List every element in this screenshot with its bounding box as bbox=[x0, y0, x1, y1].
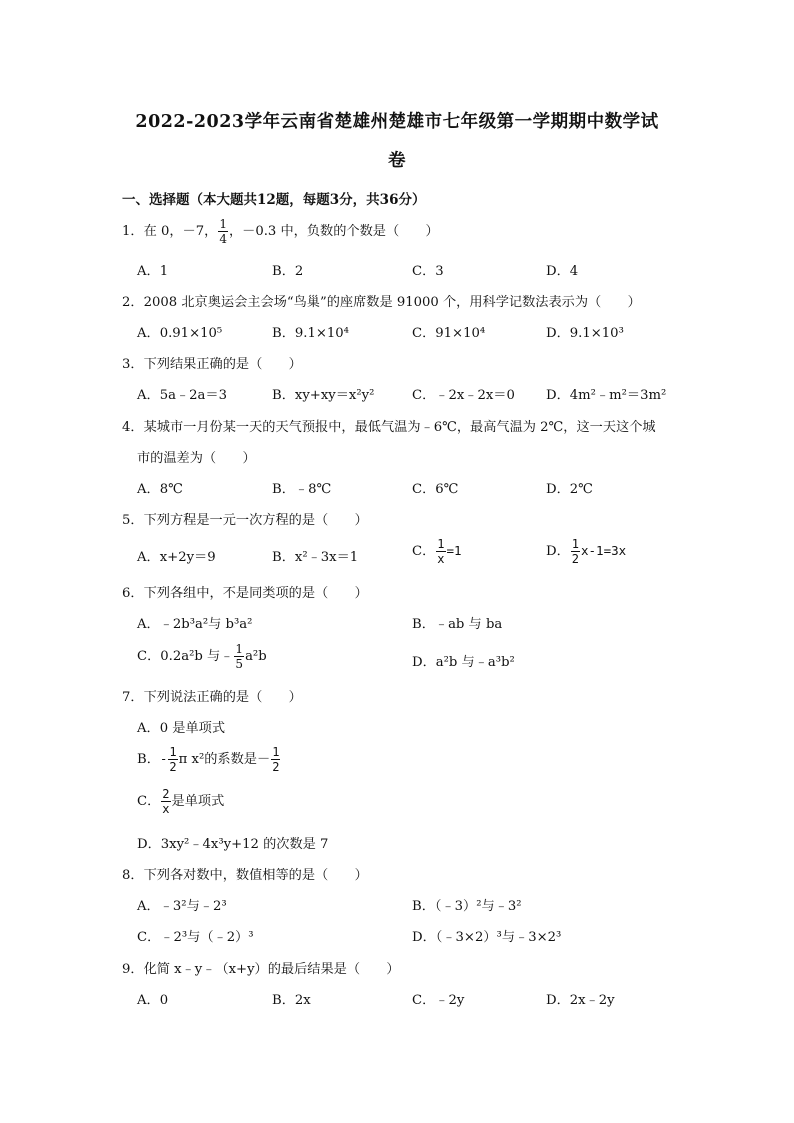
q6-c-sign: ﹣ bbox=[220, 649, 234, 664]
q5-option-d-fraction bbox=[571, 538, 580, 565]
q6-option-a: A．﹣2b³a²与 b³a² bbox=[137, 617, 253, 632]
q7-c-label: C． bbox=[137, 794, 161, 809]
q5-option-d bbox=[546, 538, 626, 565]
q7-option-b bbox=[137, 746, 281, 773]
q2-option-b: B．9.1×10⁴ bbox=[272, 326, 349, 341]
q5-c-post: =1 bbox=[446, 543, 462, 558]
question-4-stem-line1: 4．某城市一月份某一天的天气预报中，最低气温为﹣6℃，最高气温为 2℃，这一天这个城 bbox=[122, 420, 656, 435]
q7-b-numerator-1: 1 bbox=[169, 745, 177, 759]
q6-option-c-label: C．0.2a²b 与 bbox=[137, 649, 221, 664]
q4-option-c: C．6℃ bbox=[412, 482, 459, 497]
q7-c-post: 是单项式 bbox=[171, 794, 225, 809]
q7-option-a: A．0 是单项式 bbox=[137, 721, 226, 736]
q6-option-b: B．﹣ab 与 ba bbox=[412, 617, 503, 632]
question-6-stem: 6．下列各组中，不是同类项的是（ ） bbox=[122, 586, 368, 601]
q6-c-numerator: 1 bbox=[235, 642, 244, 656]
q5-option-c bbox=[412, 538, 462, 565]
q6-option-c-fraction bbox=[234, 643, 244, 670]
q3-option-d: D．4m²﹣m²＝3m² bbox=[546, 388, 667, 403]
q7-b-label: B． bbox=[137, 752, 160, 767]
q9-option-d: D．2x﹣2y bbox=[546, 993, 615, 1008]
q1-option-c: C．3 bbox=[412, 264, 444, 279]
q2-option-d: D．9.1×10³ bbox=[546, 326, 624, 341]
q6-c-denominator: 5 bbox=[235, 657, 244, 671]
q7-b-sign: - bbox=[159, 751, 168, 766]
q7-b-mid: π x²的系数是－ bbox=[178, 752, 271, 767]
q4-option-b: B．﹣8℃ bbox=[272, 482, 332, 497]
q7-option-d: D．3xy²﹣4x³y+12 的次数是 7 bbox=[137, 837, 329, 852]
q7-b-numerator-2: 1 bbox=[272, 745, 280, 759]
question-4-stem-line2: 市的温差为（ ） bbox=[137, 451, 256, 466]
q1-stem-post: ，－0.3 中，负数的个数是（ ） bbox=[228, 224, 439, 239]
q8-option-c: C．﹣2³与（﹣2）³ bbox=[137, 930, 254, 945]
q9-option-c: C．﹣2y bbox=[412, 993, 465, 1008]
q7-b-denominator-1: 2 bbox=[169, 760, 177, 774]
q9-option-a: A．0 bbox=[137, 993, 169, 1008]
q6-option-c bbox=[137, 643, 267, 670]
q5-option-a: A．x+2y＝9 bbox=[137, 550, 216, 565]
q1-fraction bbox=[218, 218, 228, 245]
q6-c-post: a²b bbox=[245, 649, 267, 664]
question-1-stem bbox=[122, 218, 439, 245]
q1-fraction-numerator: 1 bbox=[219, 217, 227, 231]
question-9-stem: 9．化简 x﹣y﹣（x+y）的最后结果是（ ） bbox=[122, 962, 400, 977]
question-2-stem: 2．2008 北京奥运会主会场“鸟巢”的座席数是 91000 个，用科学记数法表示为（ ） bbox=[122, 295, 641, 310]
q9-option-b: B．2x bbox=[272, 993, 311, 1008]
q5-option-d-label: D． bbox=[546, 544, 570, 559]
q7-c-numerator: 2 bbox=[162, 787, 170, 801]
q8-option-a: A．﹣3²与﹣2³ bbox=[137, 899, 227, 914]
q1-option-a: A．1 bbox=[137, 264, 169, 279]
question-5-stem: 5．下列方程是一元一次方程的是（ ） bbox=[122, 513, 368, 528]
q5-option-c-fraction bbox=[436, 538, 445, 565]
q5-option-b: B．x²﹣3x＝1 bbox=[272, 550, 359, 565]
q8-option-d: D．（﹣3×2）³与﹣3×2³ bbox=[412, 930, 562, 945]
q3-option-a: A．5a﹣2a＝3 bbox=[137, 388, 227, 403]
question-7-stem: 7．下列说法正确的是（ ） bbox=[122, 690, 302, 705]
q7-option-c bbox=[137, 788, 224, 815]
q1-option-b: B．2 bbox=[272, 264, 304, 279]
q1-fraction-denominator: 4 bbox=[219, 232, 227, 246]
q1-option-d: D．4 bbox=[546, 264, 579, 279]
q2-option-c: C．91×10⁴ bbox=[412, 326, 486, 341]
q7-c-denominator: x bbox=[162, 802, 170, 816]
q5-c-denominator: x bbox=[437, 552, 445, 566]
question-8-stem: 8．下列各对数中，数值相等的是（ ） bbox=[122, 868, 368, 883]
exam-title-line2: 卷 bbox=[388, 151, 406, 171]
q4-option-d: D．2℃ bbox=[546, 482, 593, 497]
q3-option-b: B．xy+xy＝x²y² bbox=[272, 388, 375, 403]
q5-c-numerator: 1 bbox=[437, 537, 445, 551]
q2-option-a: A．0.91×10⁵ bbox=[137, 326, 223, 341]
q5-option-c-label: C． bbox=[412, 544, 436, 559]
q7-b-fraction-1 bbox=[168, 746, 177, 773]
section-heading: 一、选择题（本大题共12题，每题3分，共36分） bbox=[122, 192, 426, 208]
q7-b-fraction-2 bbox=[271, 746, 280, 773]
exam-title-line1: 2022-2023学年云南省楚雄州楚雄市七年级第一学期期中数学试 bbox=[135, 112, 659, 132]
q1-stem-pre: 1．在 0，－7， bbox=[122, 224, 218, 239]
q8-option-b: B．（﹣3）²与﹣3² bbox=[412, 899, 522, 914]
q3-option-c: C．﹣2x﹣2x＝0 bbox=[412, 388, 515, 403]
q4-option-a: A．8℃ bbox=[137, 482, 183, 497]
q5-d-numerator: 1 bbox=[571, 537, 579, 551]
q6-option-d: D．a²b 与﹣a³b² bbox=[412, 655, 515, 670]
q7-b-denominator-2: 2 bbox=[272, 760, 280, 774]
question-3-stem: 3．下列结果正确的是（ ） bbox=[122, 357, 302, 372]
q5-d-post: x-1=3x bbox=[581, 543, 627, 558]
q7-c-fraction bbox=[161, 788, 170, 815]
q5-d-denominator: 2 bbox=[571, 552, 579, 566]
